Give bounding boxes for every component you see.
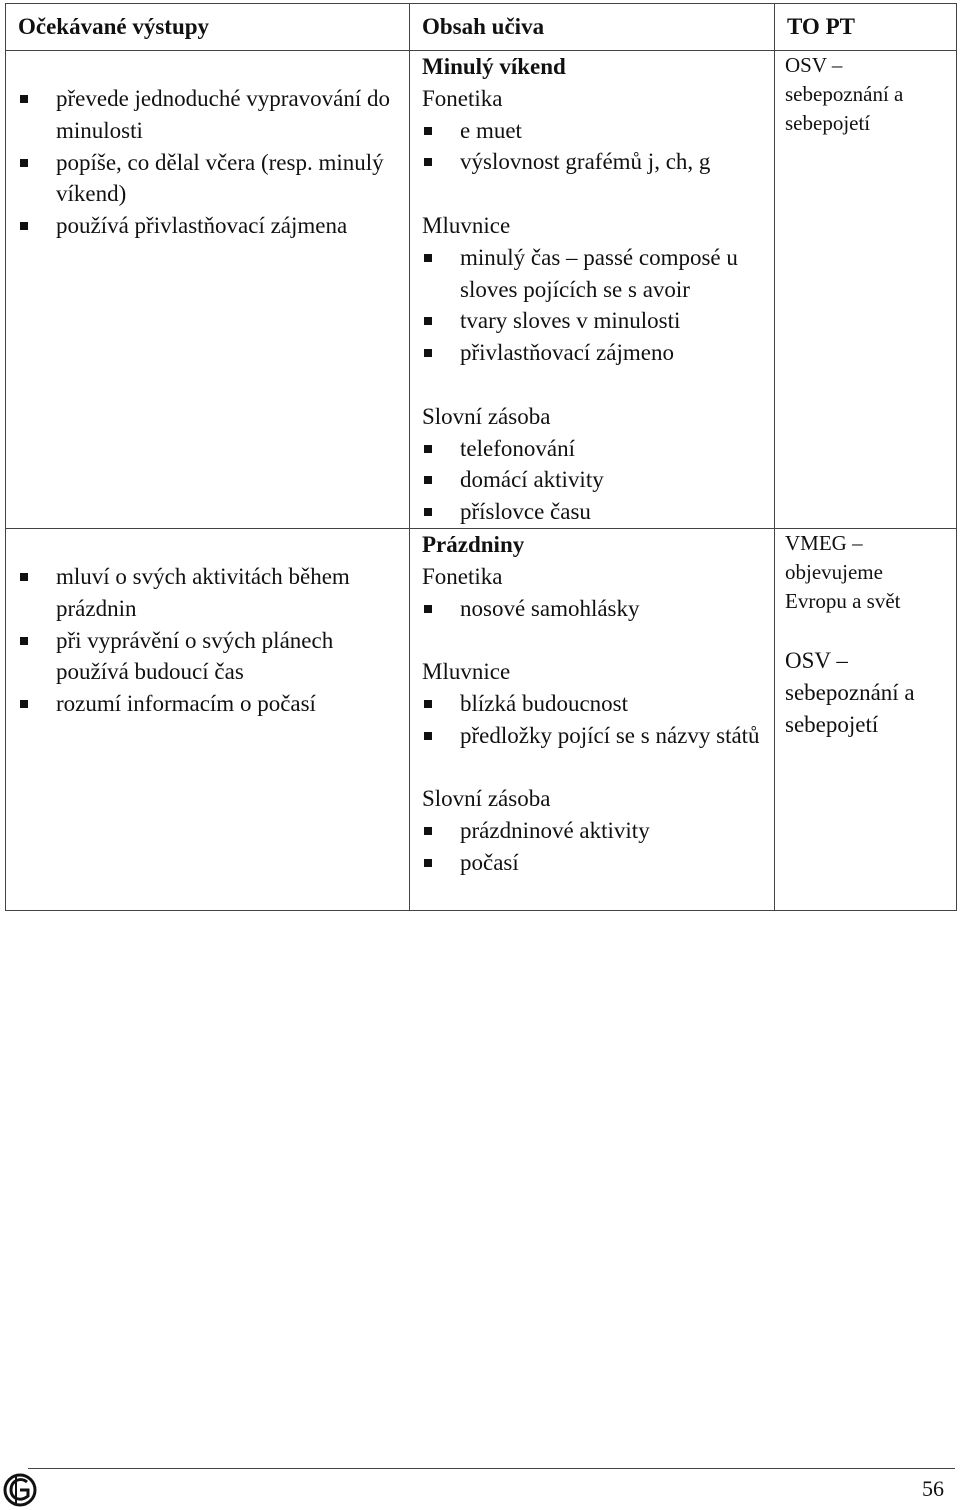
list-item: minulý čas – passé composé u sloves pojících se s avoir	[422, 242, 766, 306]
list-item: předložky pojící se s názvy států	[422, 720, 766, 752]
list-item: popíše, co dělal včera (resp. minulý víkend)	[18, 147, 399, 211]
topics-cell	[775, 528, 957, 910]
section-heading: Mluvnice	[422, 212, 511, 238]
page-number: 56	[922, 1476, 944, 1501]
topic-title: Prázdniny	[422, 531, 525, 557]
list-item: blízká budoucnost	[422, 688, 766, 720]
header-outcomes: Očekávané výstupy	[6, 4, 410, 51]
section-heading: Fonetika	[422, 85, 503, 111]
cross-topic: OSV – sebepoznání a sebepojetí	[785, 53, 904, 135]
section-heading: Slovní zásoba	[422, 786, 551, 812]
list-item: mluví o svých aktivitách během prázdnin	[18, 561, 399, 625]
list-item: domácí aktivity	[422, 464, 766, 496]
content-cell	[410, 528, 775, 910]
cross-topic: OSV – sebepoznání a sebepojetí	[785, 647, 915, 737]
list-item: e muet	[422, 115, 766, 147]
list-item: při vyprávění o svých plánech používá budoucí čas	[18, 625, 399, 689]
topic-title: Minulý víkend	[422, 54, 566, 79]
list-item: prázdninové aktivity	[422, 815, 766, 847]
content-list	[422, 688, 766, 752]
table-row	[6, 528, 957, 910]
outcomes-cell	[6, 528, 410, 910]
content-list	[422, 593, 766, 625]
content-list	[422, 115, 766, 179]
section-heading: Fonetika	[422, 563, 503, 589]
list-item: používá přivlastňovací zájmena	[18, 210, 399, 242]
list-item: převede jednoduché vypravování do minulosti	[18, 83, 399, 147]
list-item: nosové samohlásky	[422, 593, 766, 625]
outcomes-list	[18, 83, 399, 242]
header-content: Obsah učiva	[410, 4, 775, 51]
list-item: počasí	[422, 847, 766, 879]
list-item: výslovnost grafémů j, ch, g	[422, 146, 766, 178]
header-topics: TO PT	[775, 4, 957, 51]
cross-topic: VMEG – objevujeme Evropu a svět	[785, 530, 901, 613]
table-row	[6, 51, 957, 529]
outcomes-cell	[6, 51, 410, 529]
content-list	[422, 242, 766, 369]
school-logo-icon	[2, 1472, 38, 1508]
topics-cell	[775, 51, 957, 529]
section-heading: Slovní zásoba	[422, 403, 551, 429]
content-list	[422, 815, 766, 879]
content-list	[422, 433, 766, 528]
list-item: tvary sloves v minulosti	[422, 305, 766, 337]
list-item: telefonování	[422, 433, 766, 465]
list-item: příslovce času	[422, 496, 766, 528]
header-row	[6, 4, 957, 51]
list-item: rozumí informacím o počasí	[18, 688, 399, 720]
curriculum-table	[5, 3, 957, 911]
list-item: přivlastňovací zájmeno	[422, 337, 766, 369]
outcomes-list	[18, 561, 399, 720]
section-heading: Mluvnice	[422, 659, 511, 685]
content-cell	[410, 51, 775, 529]
footer-divider	[28, 1468, 955, 1469]
